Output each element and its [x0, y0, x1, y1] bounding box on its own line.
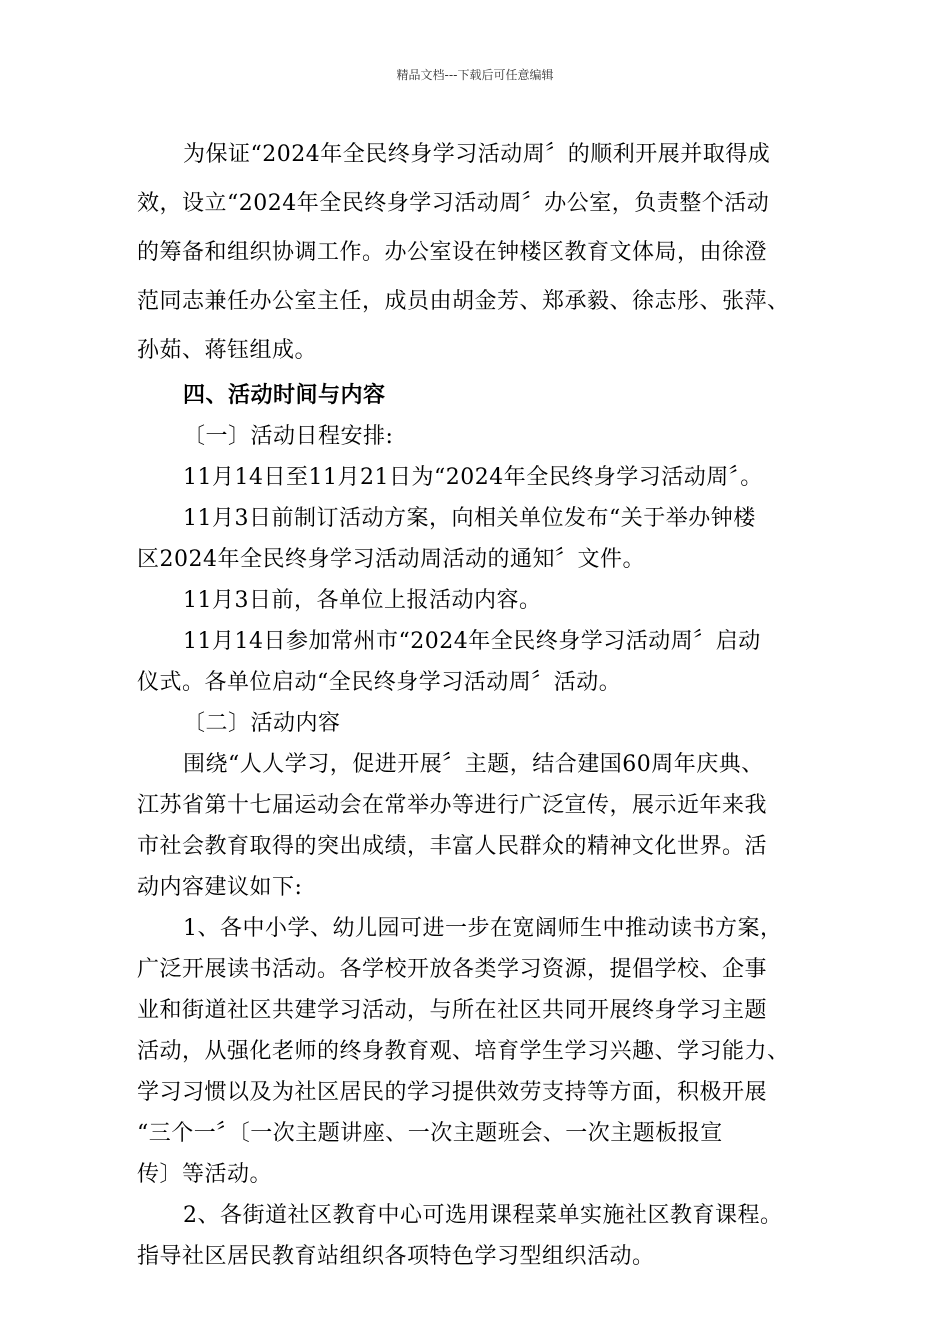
paragraph-line: 活动，从强化老师的终身教育观、培育学生学习兴趣、学习能力、	[137, 1039, 790, 1064]
paragraph-line: 围绕“人人学习，促进开展〞主题，结合建国60周年庆典、	[183, 752, 764, 777]
paragraph-line: 效，设立“2024年全民终身学习活动周〞办公室，负责整个活动	[137, 191, 770, 216]
document-body	[137, 130, 827, 1277]
paragraph-line: 2、各街道社区教育中心可选用课程菜单实施社区教育课程。	[183, 1203, 783, 1228]
paragraph-line: 业和街道社区共建学习活动，与所在社区共同开展终身学习主题	[137, 998, 768, 1023]
paragraph-line: 仪式。各单位启动“全民终身学习活动周〞活动。	[137, 670, 622, 695]
paragraph-line: 动内容建议如下:	[137, 875, 303, 900]
paragraph-line: 江苏省第十七届运动会在常举办等进行广泛宣传，展示近年来我	[137, 793, 768, 818]
paragraph-line: 学习习惯以及为社区居民的学习提供效劳支持等方面，积极开展	[137, 1080, 768, 1105]
paragraph-line: 的筹备和组织协调工作。办公室设在钟楼区教育文体局，由徐澄	[137, 240, 768, 265]
paragraph-line: 为保证“2024年全民终身学习活动周〞的顺利开展并取得成	[183, 142, 771, 167]
subsection-heading: 〔一〕活动日程安排:	[183, 424, 394, 449]
paragraph-line: 广泛开展读书活动。各学校开放各类学习资源，提倡学校、企事	[137, 957, 768, 982]
paragraph-line: “三个一〞〔一次主题讲座、一次主题班会、一次主题板报宣	[137, 1121, 723, 1146]
paragraph-line: 11月3日前，各单位上报活动内容。	[183, 588, 542, 613]
paragraph-line: 孙茹、蒋钰组成。	[137, 338, 318, 363]
paragraph-line: 区2024年全民终身学习活动周活动的通知〞文件。	[137, 547, 645, 572]
paragraph-line: 11月14日参加常州市“2024年全民终身学习活动周〞启动	[183, 629, 761, 654]
section-heading: 四、活动时间与内容	[183, 382, 386, 408]
paragraph-line: 范同志兼任办公室主任，成员由胡金芳、郑承毅、徐志彤、张萍、	[137, 289, 790, 314]
paragraph-line: 11月14日至11月21日为“2024年全民终身学习活动周〞。	[183, 465, 763, 490]
paragraph-line: 传〕等活动。	[137, 1162, 273, 1187]
paragraph-line: 1、各中小学、幼儿园可进一步在宽阔师生中推动读书方案，	[183, 916, 783, 941]
subsection-heading: 〔二〕活动内容	[183, 711, 341, 736]
page-header: 精品文档---下载后可任意编辑	[396, 68, 554, 82]
paragraph-line: 11月3日前制订活动方案，向相关单位发布“关于举办钟楼	[183, 506, 756, 531]
paragraph-line: 指导社区居民教育站组织各项特色学习型组织活动。	[137, 1244, 655, 1269]
paragraph-line: 市社会教育取得的突出成绩，丰富人民群众的精神文化世界。活	[137, 834, 768, 859]
